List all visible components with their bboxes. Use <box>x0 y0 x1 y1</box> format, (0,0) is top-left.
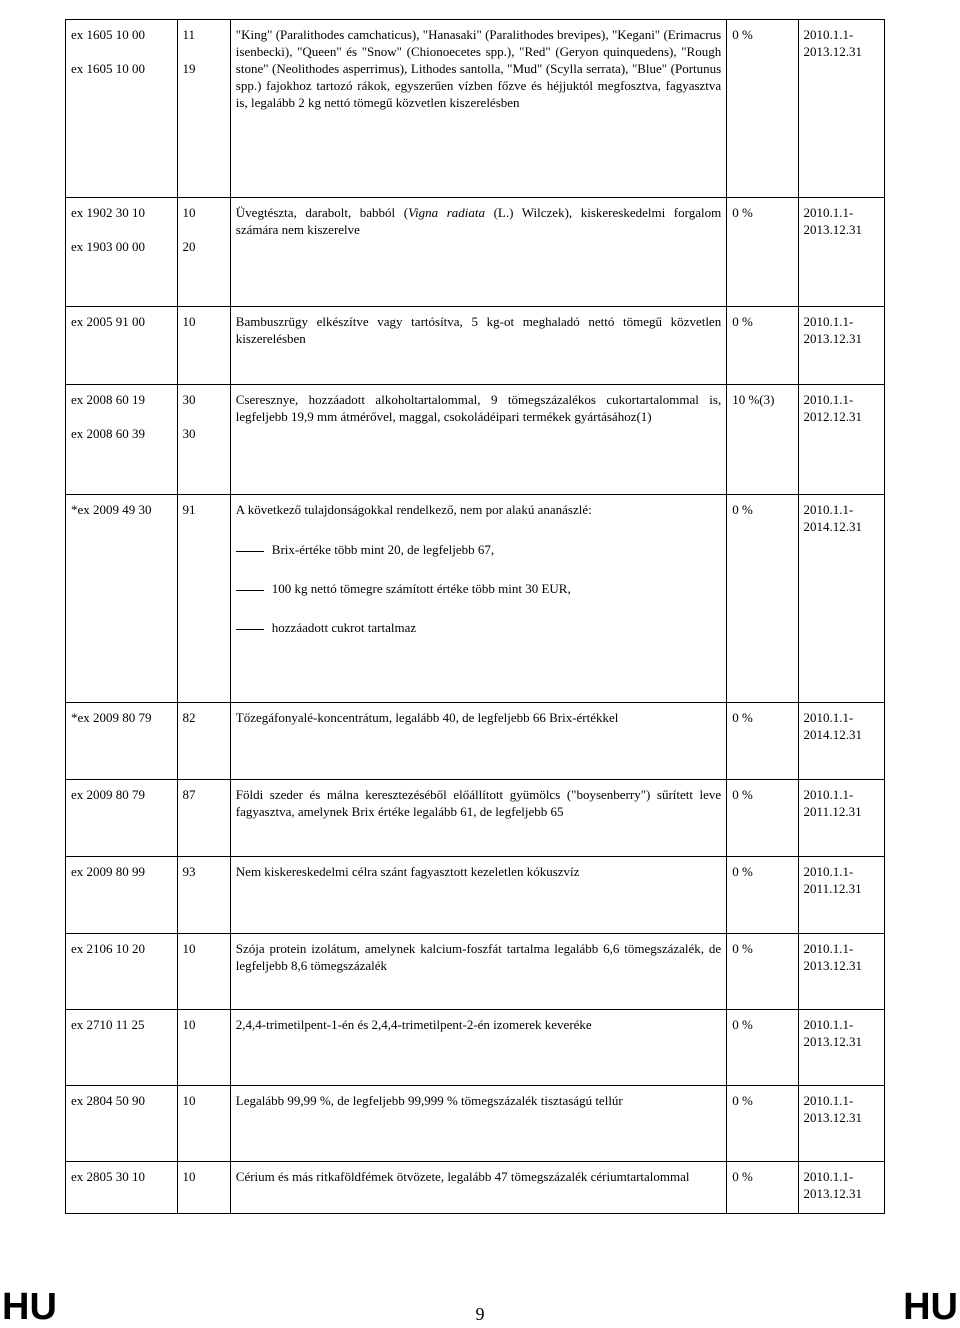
taric-cell: 10 <box>177 1010 230 1086</box>
description-text: A következő tulajdonságokkal rendelkező, nem por alakú ananászlé: <box>235 502 592 517</box>
date-start: 2010.1.1- <box>803 27 854 42</box>
description-cell: Tőzegáfonyalé-koncentrátum, legalább 40, de legfeljebb 66 Brix-értékkel <box>230 703 726 780</box>
taric-cell: 10 <box>177 934 230 1010</box>
date-start: 2010.1.1- <box>803 1093 854 1108</box>
description-cell: 2,4,4-trimetilpent-1-én és 2,4,4-trimetilpent-2-én izomerek keveréke <box>230 1010 726 1086</box>
description-cell: Bambuszrügy elkészítve vagy tartósítva, 5 kg-ot meghaladó nettó tömegű közvetlen kiszerelésben <box>230 307 726 385</box>
validity-cell <box>798 1086 884 1162</box>
cn-code: ex 2008 60 39 <box>71 426 146 441</box>
date-start: 2010.1.1- <box>803 787 854 802</box>
date-end: 2011.12.31 <box>803 881 862 896</box>
cn-code-cell: *ex 2009 49 30 <box>66 495 178 703</box>
date-start: 2010.1.1- <box>803 205 854 220</box>
taric-cell: 87 <box>177 780 230 857</box>
cn-code: ex 1605 10 00 <box>71 61 146 76</box>
table-row <box>66 1162 885 1214</box>
duty-cell: 0 % <box>727 1162 798 1214</box>
dash-bullet <box>236 551 264 552</box>
table-row <box>66 1010 885 1086</box>
cn-code-cell: ex 2804 50 90 <box>66 1086 178 1162</box>
duty-cell: 0 % <box>727 703 798 780</box>
cn-code-cell: *ex 2009 80 79 <box>66 703 178 780</box>
validity-cell <box>798 385 884 495</box>
page-footer <box>0 1288 960 1327</box>
taric-code: 11 <box>182 27 196 42</box>
taric-cell: 82 <box>177 703 230 780</box>
date-start: 2010.1.1- <box>803 1169 854 1184</box>
cn-code-cell <box>66 198 178 307</box>
date-end: 2014.12.31 <box>803 519 863 534</box>
taric-code: 20 <box>182 239 196 254</box>
validity-cell <box>798 703 884 780</box>
validity-cell <box>798 495 884 703</box>
cn-code: ex 1605 10 00 <box>71 27 146 42</box>
language-code-right: HU <box>903 1286 958 1328</box>
description-cell: Szója protein izolátum, amelynek kalcium-foszfát tartalma legalább 6,6 tömegszázalék, de legfeljebb 8,6 tömegszázalék <box>230 934 726 1010</box>
taric-cell <box>177 385 230 495</box>
dash-bullet <box>236 590 264 591</box>
duty-cell: 0 % <box>727 1010 798 1086</box>
duty-cell: 0 % <box>727 780 798 857</box>
taric-code: 19 <box>182 61 196 76</box>
taric-cell <box>177 198 230 307</box>
cn-code: ex 1902 30 10 <box>71 205 146 220</box>
taric-cell: 10 <box>177 307 230 385</box>
cn-code: ex 2008 60 19 <box>71 392 146 407</box>
page-number: 9 <box>475 1304 485 1324</box>
cn-code: ex 1903 00 00 <box>71 239 146 254</box>
taric-cell: 91 <box>177 495 230 703</box>
taric-code: 30 <box>182 392 196 407</box>
table-row <box>66 307 885 385</box>
date-end: 2013.12.31 <box>803 958 863 973</box>
cn-code-cell: ex 2106 10 20 <box>66 934 178 1010</box>
taric-code: 10 <box>182 205 196 220</box>
duty-cell: 0 % <box>727 495 798 703</box>
duty-cell: 0 % <box>727 198 798 307</box>
date-start: 2010.1.1- <box>803 1017 854 1032</box>
language-code-left: HU <box>2 1286 57 1328</box>
description-text: (L.) Wilczek), kiskereskedelmi forgalom számára nem kiszerelve <box>235 205 722 237</box>
date-start: 2010.1.1- <box>803 314 854 329</box>
validity-cell <box>798 1010 884 1086</box>
species-name: Vigna radiata <box>408 205 486 220</box>
table-row <box>66 780 885 857</box>
dash-bullet <box>236 629 264 630</box>
taric-code: 30 <box>182 426 196 441</box>
cn-code-cell: ex 2009 80 99 <box>66 857 178 934</box>
validity-cell <box>798 934 884 1010</box>
cn-code-cell <box>66 20 178 198</box>
description-cell: Cérium és más ritkaföldfémek ötvözete, legalább 47 tömegszázalék cériumtartalommal <box>230 1162 726 1214</box>
date-start: 2010.1.1- <box>803 941 854 956</box>
date-start: 2010.1.1- <box>803 710 854 725</box>
description-cell: Földi szeder és málna keresztezéséből előállított gyümölcs ("boysenberry") sűrített leve fagyasztva, amelynek Brix értéke legalább 61, de legfeljebb 65 <box>230 780 726 857</box>
duty-cell: 0 % <box>727 857 798 934</box>
validity-cell <box>798 198 884 307</box>
validity-cell <box>798 1162 884 1214</box>
cn-code-cell <box>66 385 178 495</box>
list-item-text: Brix-értéke több mint 20, de legfeljebb 67, <box>271 542 495 557</box>
date-end: 2014.12.31 <box>803 727 863 742</box>
duty-cell: 0 % <box>727 1086 798 1162</box>
date-start: 2010.1.1- <box>803 502 854 517</box>
taric-cell <box>177 20 230 198</box>
validity-cell <box>798 307 884 385</box>
date-start: 2010.1.1- <box>803 864 854 879</box>
cn-code-cell: ex 2009 80 79 <box>66 780 178 857</box>
date-end: 2013.12.31 <box>803 1186 863 1201</box>
table-row <box>66 20 885 198</box>
table-row <box>66 198 885 307</box>
taric-cell: 10 <box>177 1162 230 1214</box>
date-end: 2011.12.31 <box>803 804 862 819</box>
table-row <box>66 934 885 1010</box>
validity-cell <box>798 780 884 857</box>
date-end: 2013.12.31 <box>803 331 863 346</box>
list-item <box>236 541 721 558</box>
description-cell: Cseresznye, hozzáadott alkoholtartalommal, 9 tömegszázalékos cukortartalommal is, legfeljebb 19,9 mm átmérővel, maggal, csokoládéipari termékek gyártásához(1) <box>230 385 726 495</box>
description-cell <box>230 495 726 703</box>
list-item-text: 100 kg nettó tömegre számított értéke több mint 30 EUR, <box>271 581 571 596</box>
date-end: 2013.12.31 <box>803 1110 863 1125</box>
description-text: Üvegtészta, darabolt, babból ( <box>235 205 409 220</box>
validity-cell <box>798 857 884 934</box>
date-end: 2013.12.31 <box>803 222 863 237</box>
cn-code-cell: ex 2805 30 10 <box>66 1162 178 1214</box>
description-cell <box>230 198 726 307</box>
table-row <box>66 1086 885 1162</box>
date-end: 2012.12.31 <box>803 409 863 424</box>
duty-cell: 0 % <box>727 20 798 198</box>
list-item-text: hozzáadott cukrot tartalmaz <box>271 620 417 635</box>
list-item <box>236 619 721 636</box>
date-end: 2013.12.31 <box>803 44 863 59</box>
duty-cell: 0 % <box>727 934 798 1010</box>
taric-cell: 10 <box>177 1086 230 1162</box>
validity-cell <box>798 20 884 198</box>
table-row <box>66 857 885 934</box>
list-item <box>236 580 721 597</box>
table-row <box>66 495 885 703</box>
date-start: 2010.1.1- <box>803 392 854 407</box>
duty-cell: 0 % <box>727 307 798 385</box>
description-cell: "King" (Paralithodes camchaticus), "Hanasaki" (Paralithodes brevipes), "Kegani" (Erimacrus isenbecki), "Queen" és "Snow" (Chionoecetes spp.), "Red" (Geryon quinquedens), "Rough stone" (Neolithodes asperrimus), Lithodes santolla, "Mud" (Scylla serrata), "Blue" (Portunus spp.) fajokhoz tartozó rákok, egyszerűen vízben főzve és héjjuktól megfosztva, fagyasztva is, legalább 2 kg nettó tömegű közvetlen kiszerelésben <box>230 20 726 198</box>
cn-code-cell: ex 2710 11 25 <box>66 1010 178 1086</box>
date-end: 2013.12.31 <box>803 1034 863 1049</box>
tariff-table <box>65 19 885 1214</box>
description-cell: Legalább 99,99 %, de legfeljebb 99,999 % tömegszázalék tisztaságú tellúr <box>230 1086 726 1162</box>
cn-code-cell: ex 2005 91 00 <box>66 307 178 385</box>
table-row <box>66 703 885 780</box>
duty-cell: 10 %(3) <box>727 385 798 495</box>
table-row <box>66 385 885 495</box>
taric-cell: 93 <box>177 857 230 934</box>
description-cell: Nem kiskereskedelmi célra szánt fagyasztott kezeletlen kókuszvíz <box>230 857 726 934</box>
